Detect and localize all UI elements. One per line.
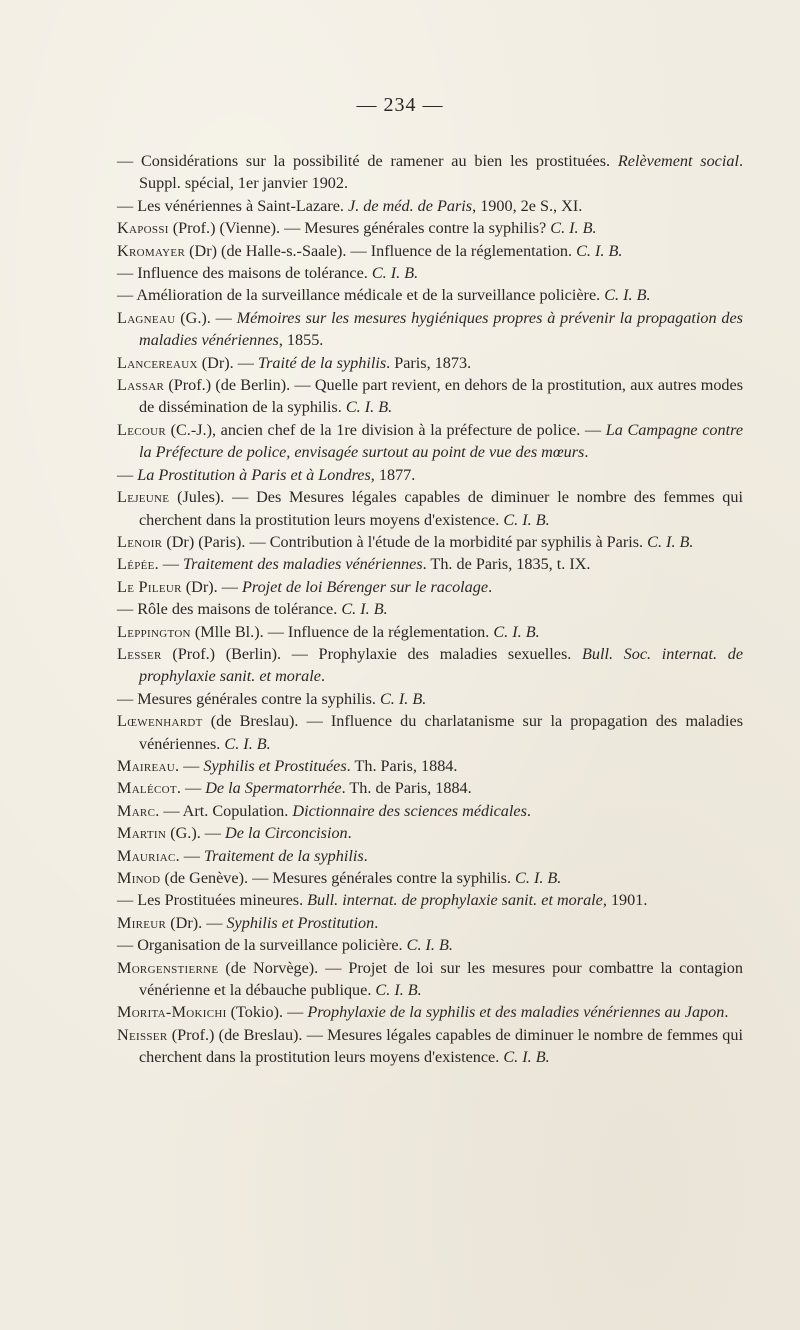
entry-suffix: . Suppl. spécial, 1er janvier 1902.	[139, 152, 743, 193]
entry-text: (C.-J.), ancien chef de la 1re division à la préfecture de police. —	[165, 420, 606, 439]
entry-title: C. I. B.	[550, 219, 597, 238]
bibliography-entry	[117, 822, 743, 844]
entry-title: C. I. B.	[503, 510, 550, 529]
entry-title: Syphilis et Prostitution	[226, 913, 375, 932]
entry-author: Lagneau	[117, 308, 176, 327]
entry-text: (Jules). — Des Mesures légales capables de diminuer le nombre des femmes qui cherchent dans la prostitution leurs moyens d'existence.	[139, 488, 743, 529]
entry-text: — Organisation de la surveillance policière.	[117, 936, 407, 955]
bibliography-entry	[117, 195, 743, 217]
entry-author: Neisser	[117, 1025, 168, 1044]
entry-suffix: . Th. de Paris, 1884.	[341, 779, 472, 798]
entry-suffix: .	[363, 846, 368, 865]
entry-suffix: . Th. Paris, 1884.	[346, 756, 458, 775]
entry-title: De la Circoncision	[225, 824, 348, 843]
entry-title: De la Spermatorrhée	[205, 779, 342, 798]
entry-text: — Amélioration de la surveillance médicale et de la surveillance policière.	[117, 286, 605, 305]
bibliography-entry	[117, 755, 743, 777]
entry-title: C. I. B.	[341, 600, 388, 619]
bibliography-entry	[117, 150, 743, 195]
entry-author: Le Pileur	[117, 577, 182, 596]
entry-text: (Dr) (de Halle-s.-Saale). — Influence de la réglementation.	[185, 241, 577, 260]
bibliography-entry	[117, 1024, 743, 1069]
bibliography-entry	[117, 531, 743, 553]
entry-author: Leppington	[117, 622, 191, 641]
entry-title: Bull. internat. de prophylaxie sanit. et morale	[307, 891, 603, 910]
bibliography-entry	[117, 240, 743, 262]
entry-title: Prophylaxie de la syphilis et des maladies vénériennes au Japon	[307, 1003, 725, 1022]
entry-author: Lenoir	[117, 532, 163, 551]
bibliography-entry	[117, 352, 743, 374]
entry-author: Lépée	[117, 555, 155, 574]
entry-title: Projet de loi Bérenger sur le racolage	[242, 577, 489, 596]
entry-title: C. I. B.	[379, 689, 427, 708]
entry-suffix: .	[374, 913, 379, 932]
entry-text: —	[117, 465, 138, 484]
entry-text: (Prof.) (de Breslau). — Mesures légales capables de diminuer le nombre de femmes qui cherchent dans la prostitution leurs moyens d'existence.	[139, 1025, 743, 1067]
entry-suffix: .	[526, 801, 531, 820]
entry-suffix: . Paris, 1873.	[386, 353, 472, 372]
entry-author: Lejeune	[117, 488, 170, 507]
entry-author: Kromayer	[117, 241, 186, 260]
bibliography-entry	[117, 957, 743, 1002]
entry-author: Lœwenhardt	[117, 712, 203, 731]
bibliography-entry	[117, 643, 743, 688]
bibliography-entry	[117, 553, 743, 575]
entry-text: (Dr). —	[197, 353, 258, 372]
entry-text: (Prof.) (de Berlin). — Quelle part revient, en dehors de la prostitution, aux autres modes de dissémination de la syphilis.	[139, 376, 743, 417]
entry-title: C. I. B.	[515, 869, 562, 887]
entry-text: (Dr). —	[181, 577, 242, 596]
entry-suffix: , 1877.	[370, 465, 416, 484]
entry-text: — Rôle des maisons de tolérance.	[117, 600, 342, 619]
entry-suffix: .	[584, 443, 589, 462]
entry-text: (Tokio). —	[226, 1003, 308, 1022]
entry-text: . — Art. Copulation.	[155, 801, 293, 820]
entry-title: C. I. B.	[406, 936, 453, 955]
entry-title: C. I. B.	[371, 264, 419, 283]
entry-text: (G.). —	[166, 824, 226, 843]
entry-text: — Les vénériennes à Saint-Lazare.	[117, 196, 349, 215]
page-number: — 234 —	[356, 94, 444, 116]
bibliography-entry	[117, 710, 743, 755]
bibliography-entry	[117, 576, 743, 598]
entry-title: Mémoires sur les mesures hygiéniques propres à prévenir la propagation des maladies vénériennes	[139, 308, 743, 350]
entry-text: (de Genève). — Mesures générales contre la syphilis.	[160, 869, 516, 887]
entry-text: (de Breslau). — Influence du charlatanisme sur la propagation des maladies vénériennes.	[139, 712, 743, 753]
entry-text: — Les Prostituées mineures.	[117, 891, 308, 910]
bibliography-entry	[117, 419, 743, 464]
entry-author: Lecour	[117, 420, 166, 439]
bibliography-entry	[117, 307, 743, 352]
entry-title: La Campagne contre la Préfecture de police, envisagée surtout au point de vue des mœurs	[139, 420, 743, 462]
entry-text: — Influence des maisons de tolérance.	[117, 264, 372, 283]
entry-author: Lesser	[117, 644, 162, 663]
entry-author: Lancereaux	[117, 353, 198, 372]
entry-title: C. I. B.	[345, 398, 393, 417]
entry-title: J. de méd. de Paris	[348, 196, 473, 215]
entry-text: . —	[175, 756, 204, 775]
entry-title: C. I. B.	[375, 981, 422, 1000]
entry-text: — Considérations sur la possibilité de ramener au bien les prostituées.	[117, 152, 618, 170]
entry-suffix: , 1855.	[278, 331, 324, 350]
entry-author: Malécot	[117, 779, 177, 798]
bibliography-entry	[117, 688, 743, 710]
bibliography-entry	[117, 1001, 743, 1023]
entry-author: Maireau	[117, 756, 176, 775]
entry-title: Traitement de la syphilis	[204, 846, 364, 865]
entry-suffix: .	[320, 667, 325, 686]
entry-author: Kapossi	[117, 219, 169, 238]
bibliography-entry	[117, 486, 743, 531]
entry-text: (de Norvège). — Projet de loi sur les mesures pour combattre la contagion vénérienne et la débauche publique.	[139, 958, 743, 1000]
entry-title: C. I. B.	[493, 622, 540, 641]
entry-title: La Prostitution à Paris et à Londres	[137, 465, 371, 484]
entry-author: Minod	[117, 869, 161, 887]
entry-suffix: .	[488, 577, 493, 596]
entry-text: (Prof.) (Vienne). — Mesures générales contre la syphilis?	[168, 219, 551, 238]
entry-title: C. I. B.	[647, 532, 694, 551]
entry-text: (G.). —	[175, 308, 237, 327]
entry-title: Dictionnaire des sciences médicales	[292, 801, 527, 820]
entry-author: Mauriac	[117, 846, 176, 865]
entry-author: Morita-Mokichi	[117, 1003, 227, 1022]
bibliography-entry	[117, 800, 743, 822]
bibliography-entry	[117, 889, 743, 911]
bibliography-entry	[117, 912, 743, 934]
entry-author: Morgenstierne	[117, 958, 219, 977]
bibliography-entry	[117, 464, 743, 486]
bibliography-entry	[117, 217, 743, 239]
bibliography-entry	[117, 621, 743, 643]
entry-title: Relèvement social	[617, 152, 739, 170]
bibliography-entry	[117, 777, 743, 799]
entry-suffix: , 1900, 2e S., XI.	[472, 196, 583, 215]
entry-title: C. I. B.	[576, 241, 623, 260]
entry-text: . —	[175, 846, 204, 865]
entry-title: Traitement des maladies vénériennes	[183, 555, 423, 574]
bibliography-entry	[117, 867, 743, 889]
entry-text: (Mlle Bl.). — Influence de la réglementation.	[190, 622, 494, 641]
bibliography-entry	[117, 845, 743, 867]
entry-author: Mireur	[117, 913, 167, 932]
entry-suffix: , 1901.	[602, 891, 648, 910]
bibliography-entry	[117, 934, 743, 956]
entry-suffix: . Th. de Paris, 1835, t. IX.	[422, 555, 591, 574]
entry-text: . —	[176, 779, 206, 798]
bibliography-entry	[117, 262, 743, 284]
entry-title: C. I. B.	[604, 286, 651, 305]
entry-text: (Dr) (Paris). — Contribution à l'étude de la morbidité par syphilis à Paris.	[162, 532, 648, 551]
entry-author: Martin	[117, 824, 167, 843]
entry-text: (Dr). —	[166, 913, 227, 932]
entry-author: Lassar	[117, 376, 165, 395]
entry-title: C. I. B.	[224, 734, 271, 753]
entry-suffix: .	[724, 1003, 729, 1022]
bibliography-entry	[117, 598, 743, 620]
entry-text: (Prof.) (Berlin). — Prophylaxie des maladies sexuelles.	[161, 644, 582, 663]
entry-title: Traité de la syphilis	[257, 353, 387, 372]
entry-text: . —	[154, 555, 183, 574]
entry-suffix: .	[347, 824, 352, 843]
entry-title: Syphilis et Prostituées	[203, 756, 347, 775]
entry-text: — Mesures générales contre la syphilis.	[117, 689, 380, 708]
entry-title: Bull. Soc. internat. de prophylaxie sanit. et morale	[139, 644, 744, 686]
entry-author: Marc	[117, 801, 156, 820]
bibliography-entry	[117, 374, 743, 419]
bibliography-list	[117, 150, 743, 1069]
bibliography-entry	[117, 284, 743, 306]
entry-title: C. I. B.	[503, 1048, 550, 1067]
